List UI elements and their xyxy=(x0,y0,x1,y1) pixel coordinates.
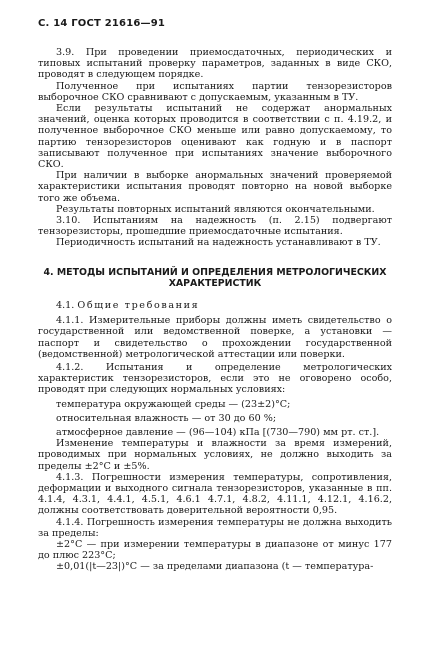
paragraph-change-limits: Изменение температуры и влажности за время измерений, проводимых при нормальных условиях, не должно выходить за пределы ±2°С и ±5%. xyxy=(38,438,392,472)
paragraph: Полученное при испытаниях партии тензорезисторов выборочное СКО сравнивают с допускаемым, указанным в ТУ. xyxy=(38,80,392,103)
paragraph-4-1-4: 4.1.4. Погрешность измерения температуры не должна выходить за пределы: xyxy=(38,516,392,539)
paragraph: При наличии в выборке анормальных значений проверяемой характеристики испытания проводят повторно на новой выборке того же объема. xyxy=(38,170,392,204)
paragraph-4-1-3: 4.1.3. Погрешности измерения температуры, сопротивления, деформации и выходного сигнала тензорезисторов, указанные в пп. 4.1.4, 4.3.1, 4.4.1, 4.5.1, 4.6.1 4.7.1, 4.8.2, 4.11.1, 4.12.1, 4.16.2, должны соответствовать доверительной вероятности 0,95. xyxy=(38,471,392,517)
paragraph-3-10: 3.10. Испытаниям на надежность (п. 2.15) подвергают тензорезисторы, прошедшие приемосдаточные испытания. xyxy=(38,215,392,238)
paragraph: Периодичность испытаний на надежность устанавливают в ТУ. xyxy=(56,237,381,249)
paragraph: Результаты повторных испытаний являются окончательными. xyxy=(56,203,375,215)
condition-temperature: температура окружающей среды — (23±2)°С; xyxy=(56,398,291,410)
paragraph-3-9: 3.9. При проведении приемосдаточных, периодических и типовых испытаний проверку параметров, заданных в виде СКО, проводят в следующем порядке. xyxy=(38,47,392,81)
condition-pressure: атмосферное давление — (96—104) кПа [(730—790) мм рт. ст.]. xyxy=(56,426,380,438)
subsection-number: 4.1. xyxy=(56,299,75,311)
paragraph: Если результаты испытаний не содержат анормальных значений, оценка которых проводится в соответствии с п. 4.19.2, и полученное выборочное СКО меньше или равно допускаемому, то партию тензорезисторов оценивают как годную и в паспорт записывают полученное при испытаниях значение выборочного СКО. xyxy=(38,103,392,171)
subsection-title: Общие требования xyxy=(77,299,200,311)
section-title: 4. МЕТОДЫ ИСПЫТАНИЙ И ОПРЕДЕЛЕНИЯ МЕТРОЛОГИЧЕСКИХ ХАРАКТЕРИСТИК xyxy=(43,266,387,290)
paragraph-range-2: ±0,01(|t—23|)°С — за пределами диапазона (t — температура- xyxy=(56,561,374,573)
subsection-heading xyxy=(38,300,392,312)
paragraph-4-1-1: 4.1.1. Измерительные приборы должны иметь свидетельство о государственной или ведомственной поверке, а установки — паспорт и свидетельство о прохождении государственной (ведомственной) метрологической аттестации или поверки. xyxy=(38,315,392,360)
page-header: С. 14 ГОСТ 21616—91 xyxy=(38,18,166,29)
paragraph-range-1: ±2°С — при измерении температуры в диапазоне от минус 177 до плюс 223°С; xyxy=(38,539,392,562)
paragraph-4-1-2: 4.1.2. Испытания и определение метрологических характеристик тензорезисторов, если это не оговорено особо, проводят при следующих нормальных условиях: xyxy=(38,361,392,396)
condition-humidity: относительная влажность — от 30 до 60 %; xyxy=(56,412,277,424)
